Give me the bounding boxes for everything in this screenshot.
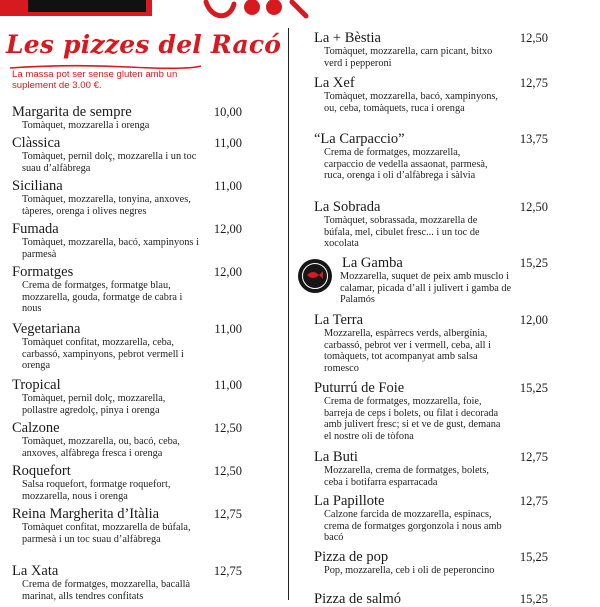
- menu-item: [12, 378, 242, 416]
- menu-item-name: Puturrú de Foie: [314, 380, 405, 396]
- menu-item-description: Tomàquet confitat, mozzarella, ceba, carbassó, xampinyons, pebrot vermell i orenga: [22, 337, 184, 372]
- menu-item-name: Pizza de salmó: [314, 591, 401, 607]
- menu-item-name: Margarita de sempre: [12, 104, 132, 120]
- menu-item-description: Mozzarella, espàrrecs verds, albergínia, carbassó, pebrot ver i vermell, ceba, all i tomàquets, tot acompanyat amb salsa romesco: [324, 328, 491, 374]
- menu-item-name: Siciliana: [12, 178, 63, 194]
- menu-item-price: 15,25: [519, 256, 548, 270]
- menu-item: [12, 265, 242, 315]
- menu-item: [12, 421, 242, 459]
- menu-item-name: La Gamba: [342, 255, 403, 271]
- menu-item: [314, 381, 548, 442]
- menu-item-price: 12,00: [213, 265, 242, 279]
- menu-item-description: Tomàquet, mozzarella, carn picant, bitxo verd i pepperoni: [324, 46, 493, 69]
- menu-item-name: La Sobrada: [314, 199, 381, 215]
- menu-item-description: Calzone farcida de mozzarella, espinacs, crema de formatges gorgonzola i nous amb bacó: [324, 509, 502, 544]
- page-title: Les pizzes del Racó: [6, 30, 282, 59]
- menu-item-price: 11,00: [214, 322, 242, 336]
- menu-item-price: 12,50: [519, 200, 548, 214]
- menu-item: [314, 450, 548, 488]
- menu-item-price: 12,75: [519, 76, 548, 90]
- menu-item-price: 15,25: [519, 592, 548, 606]
- menu-item-name: La + Bèstia: [314, 30, 381, 46]
- menu-item-price: 11,00: [214, 136, 242, 150]
- column-divider: [288, 28, 289, 600]
- menu-item-price: 10,00: [213, 105, 242, 119]
- menu-item-price: 13,75: [519, 132, 548, 146]
- gluten-free-note: La massa pot ser sense gluten amb un suplement de 3.00 €.: [12, 69, 178, 91]
- brand-logo-bar: [0, 0, 152, 16]
- menu-item: [12, 179, 242, 217]
- menu-item: [314, 256, 548, 306]
- menu-item-price: 12,75: [519, 494, 548, 508]
- menu-item-name: Vegetariana: [12, 321, 81, 337]
- menu-item-name: Tropical: [12, 377, 61, 393]
- menu-item-description: Mozzarella, suquet de peix amb musclo i calamar, picada d’all i julivert i gamba de Palamós: [340, 271, 512, 306]
- menu-item-price: 12,00: [519, 313, 548, 327]
- menu-item-description: Tomàquet, sobrassada, mozzarella de búfala, mel, cibulet fresc... i un toc de xocolata: [324, 215, 480, 250]
- menu-item: [314, 494, 548, 544]
- menu-item-price: 12,50: [519, 31, 548, 45]
- menu-item-price: 12,50: [213, 464, 242, 478]
- menu-item-price: 11,00: [214, 378, 242, 392]
- menu-item-price: 12,00: [213, 222, 242, 236]
- menu-item-name: La Terra: [314, 312, 364, 328]
- menu-item-description: Crema de formatges, formatge blau, mozzarella, gouda, formatge de cabra i nous: [22, 280, 183, 315]
- menu-item-name: La Buti: [314, 449, 358, 465]
- menu-item: [314, 76, 548, 114]
- menu-item-name: Pizza de pop: [314, 549, 389, 565]
- menu-item: [12, 507, 242, 545]
- menu-item-price: 11,00: [214, 179, 242, 193]
- menu-item-description: Tomàquet, mozzarella, bacó, xampinyons i parmesà: [22, 237, 199, 260]
- menu-item-name: Formatges: [12, 264, 74, 280]
- menu-item: [314, 200, 548, 250]
- menu-item-price: 12,75: [213, 507, 242, 521]
- menu-item-description: Tomàquet, mozzarella, ou, bacó, ceba, anxoves, alfàbrega fresca i orenga: [22, 436, 180, 459]
- menu-item-description: Crema de formatges, mozzarella, carpaccio de vedella assaonat, parmesà, ruca, orenga i oli d’alfàbrega i sàlvia: [324, 147, 488, 182]
- menu-item-name: Reina Margherita d’Itàlia: [12, 506, 160, 522]
- menu-item-description: Crema de formatges, mozzarella, bacallà marinat, alls tendres confitats: [22, 579, 191, 602]
- menu-item-description: Salsa roquefort, formatge roquefort, mozzarella, nous i orenga: [22, 479, 171, 502]
- menu-item: [314, 313, 548, 374]
- menu-item: [12, 564, 242, 602]
- menu-item-description: Crema de formatges, mozzarella, foie, barreja de ceps i bolets, ou filat i decorada amb julivert fresc; si et ve de gust, demana el nostre oli de tòfona: [324, 396, 501, 442]
- menu-item: [12, 322, 242, 372]
- menu-item-description: Tomàquet, mozzarella, tonyina, anxoves, tàperes, orenga i olives negres: [22, 194, 191, 217]
- menu-item-name: Clàssica: [12, 135, 61, 151]
- menu-item-price: 12,50: [213, 421, 242, 435]
- menu-item: [12, 105, 242, 132]
- menu-item-name: Roquefort: [12, 463, 71, 479]
- menu-item: [12, 464, 242, 502]
- menu-item: [314, 550, 548, 577]
- menu-item-description: Pop, mozzarella, ceb i oli de peperoncino: [324, 565, 495, 576]
- menu-item-name: Fumada: [12, 221, 59, 237]
- menu-item-price: 15,25: [519, 381, 548, 395]
- menu-item: [12, 222, 242, 260]
- menu-item: [12, 136, 242, 174]
- menu-item-price: 15,25: [519, 550, 548, 564]
- menu-item-description: Tomàquet, mozzarella i orenga: [22, 120, 150, 131]
- menu-item: [314, 132, 548, 182]
- menu-item-name: La Xef: [314, 75, 355, 91]
- menu-item-name: “La Carpaccio”: [314, 131, 405, 147]
- menu-item-name: La Xata: [12, 563, 59, 579]
- menu-item-description: Tomàquet, pernil dolç, mozzarella, pollastre agredolç, pinya i orenga: [22, 393, 166, 416]
- menu-item: [314, 31, 548, 69]
- menu-item-name: Calzone: [12, 420, 60, 436]
- menu-item-description: Tomàquet, pernil dolç, mozzarella i un toc suau d’alfàbrega: [22, 151, 197, 174]
- menu-item-price: 12,75: [519, 450, 548, 464]
- menu-item-name: La Papillote: [314, 493, 385, 509]
- menu-item-price: 12,75: [213, 564, 242, 578]
- menu-item-description: Mozzarella, crema de formatges, bolets, ceba i botifarra esparracada: [324, 465, 489, 488]
- menu-item-description: Tomàquet confitat, mozzarella de búfala, parmesà i un toc suau d’alfàbrega: [22, 522, 191, 545]
- menu-item-description: Tomàquet, mozzarella, bacó, xampinyons, ou, ceba, tomàquets, ruca i orenga: [324, 91, 498, 114]
- brand-logo-icon: [196, 0, 346, 24]
